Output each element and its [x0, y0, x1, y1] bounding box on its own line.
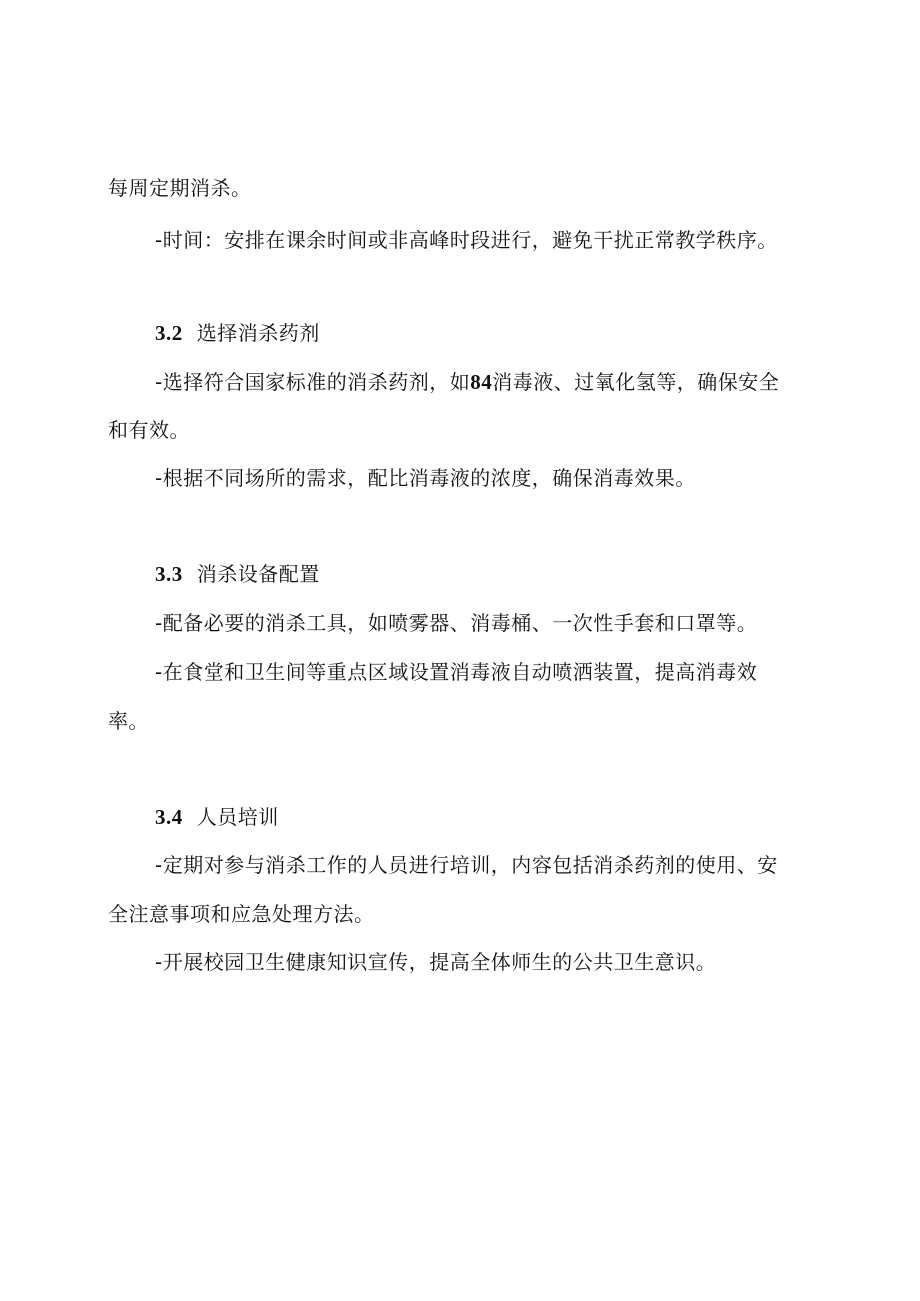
- time-item: -时间：安排在课余时间或非高峰时段进行，避免干扰正常教学秩序。: [155, 228, 778, 252]
- section-title: 消杀设备配置: [196, 562, 320, 586]
- paragraph-continuation: 每周定期消杀。: [108, 176, 252, 200]
- list-item: [155, 370, 779, 394]
- section-number: 3.3: [155, 562, 183, 586]
- list-item: -开展校园卫生健康知识宣传，提高全体师生的公共卫生意识。: [155, 950, 717, 974]
- section-title: 人员培训: [196, 805, 279, 829]
- section-number: 3.2: [155, 321, 183, 345]
- section-heading-3-4: [155, 805, 279, 829]
- list-item: -在食堂和卫生间等重点区域设置消毒液自动喷洒装置，提高消毒效: [155, 660, 758, 684]
- item-bold-number: 84: [470, 370, 493, 394]
- list-item: -根据不同场所的需求，配比消毒液的浓度，确保消毒效果。: [155, 466, 696, 490]
- list-item: -配备必要的消杀工具，如喷雾器、消毒桶、一次性手套和口罩等。: [155, 611, 758, 635]
- item-text: 消毒液、过氧化氢等，确保安全: [492, 370, 780, 394]
- section-heading-3-3: [155, 562, 320, 586]
- section-title: 选择消杀药剂: [196, 321, 320, 345]
- list-item: -定期对参与消杀工作的人员进行培训，内容包括消杀药剂的使用、安: [155, 853, 778, 877]
- section-heading-3-2: [155, 321, 320, 345]
- section-number: 3.4: [155, 805, 183, 829]
- list-item-continuation: 率。: [108, 709, 149, 733]
- list-item-continuation: 和有效。: [108, 418, 190, 442]
- list-item-continuation: 全注意事项和应急处理方法。: [108, 902, 375, 926]
- item-text: -选择符合国家标准的消杀药剂，如: [155, 370, 471, 394]
